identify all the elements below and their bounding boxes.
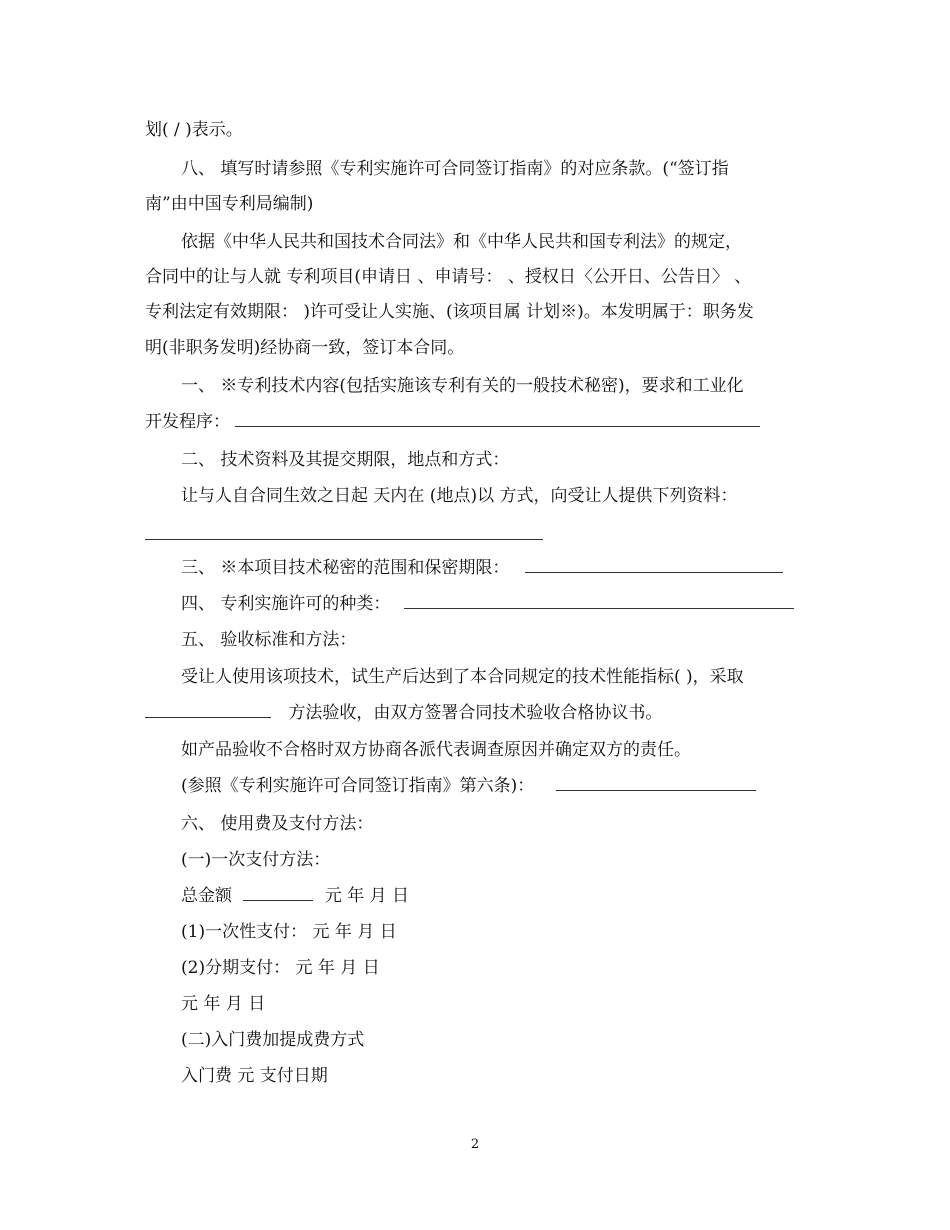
clause-4 <box>181 592 794 616</box>
total-amount-label: 总金额 <box>181 886 232 906</box>
clause-1-label: 开发程序： <box>145 412 230 432</box>
clause-4-label: 四、 专利实施许可的种类： <box>181 594 391 614</box>
fill-in-blank[interactable] <box>235 410 760 427</box>
clause-8: 八、 填写时请参照《专利实施许可合同签订指南》的对应条款。(“签订指 <box>181 159 729 179</box>
total-amount-date: 元 年 月 日 <box>324 886 410 906</box>
text-line <box>145 410 760 434</box>
text-line: 让与人自合同生效之日起 天内在 (地点)以 方式，向受让人提供下列资料： <box>181 486 738 506</box>
fill-in-blank[interactable] <box>145 701 271 718</box>
fill-in-blank[interactable] <box>243 884 313 901</box>
text-line: 南”由中国专利局编制) <box>145 194 314 214</box>
clause-3-label: 三、 ※本项目技术秘密的范围和保密期限： <box>181 558 510 578</box>
text-line: 入门费 元 支付日期 <box>181 1066 328 1086</box>
text-line: (2)分期支付： 元 年 月 日 <box>181 958 380 978</box>
fill-in-blank[interactable] <box>556 774 756 791</box>
text-line: 元 年 月 日 <box>181 994 266 1014</box>
text-line: (1)一次性支付： 元 年 月 日 <box>181 922 397 942</box>
clause-6: 六、 使用费及支付方法： <box>181 814 374 834</box>
text-line <box>181 774 756 798</box>
acceptance-method: 方法验收，由双方签署合同技术验收合格协议书。 <box>288 703 663 723</box>
fill-in-blank[interactable] <box>525 556 783 573</box>
text-line <box>145 701 662 725</box>
clause-1: 一、 ※专利技术内容(包括实施该专利有关的一般技术秘密)，要求和工业化 <box>181 376 744 396</box>
fill-in-blank[interactable] <box>404 592 794 609</box>
text-line <box>181 884 409 908</box>
fill-in-blank[interactable] <box>145 539 543 540</box>
page-number: 2 <box>470 1137 480 1152</box>
text-line: 明(非职务发明)经协商一致，签订本合同。 <box>145 338 465 358</box>
text-line: 受让人使用该项技术，试生产后达到了本合同规定的技术性能指标( )，采取 <box>181 667 744 687</box>
text-line: 如产品验收不合格时双方协商各派代表调查原因并确定双方的责任。 <box>181 740 691 760</box>
text-line: 划( / )表示。 <box>145 120 243 140</box>
text-line: (一)一次支付方法： <box>181 850 331 870</box>
preamble: 依据《中华人民共和国技术合同法》和《中华人民共和国专利法》的规定， <box>181 232 742 252</box>
clause-2: 二、 技术资料及其提交期限，地点和方式： <box>181 450 510 470</box>
clause-3 <box>181 556 783 580</box>
text-line: (二)入门费加提成费方式 <box>181 1030 365 1050</box>
reference-note: (参照《专利实施许可合同签订指南》第六条)： <box>181 776 535 796</box>
text-line: 合同中的让与人就 专利项目(申请日 、申请号： 、授权日〈公开日、公告日〉 、 <box>145 267 752 287</box>
clause-5: 五、 验收标准和方法： <box>181 630 357 650</box>
text-line: 专利法定有效期限： )许可受让人实施、(该项目属 计划※)。本发明属于：职务发 <box>145 302 754 322</box>
